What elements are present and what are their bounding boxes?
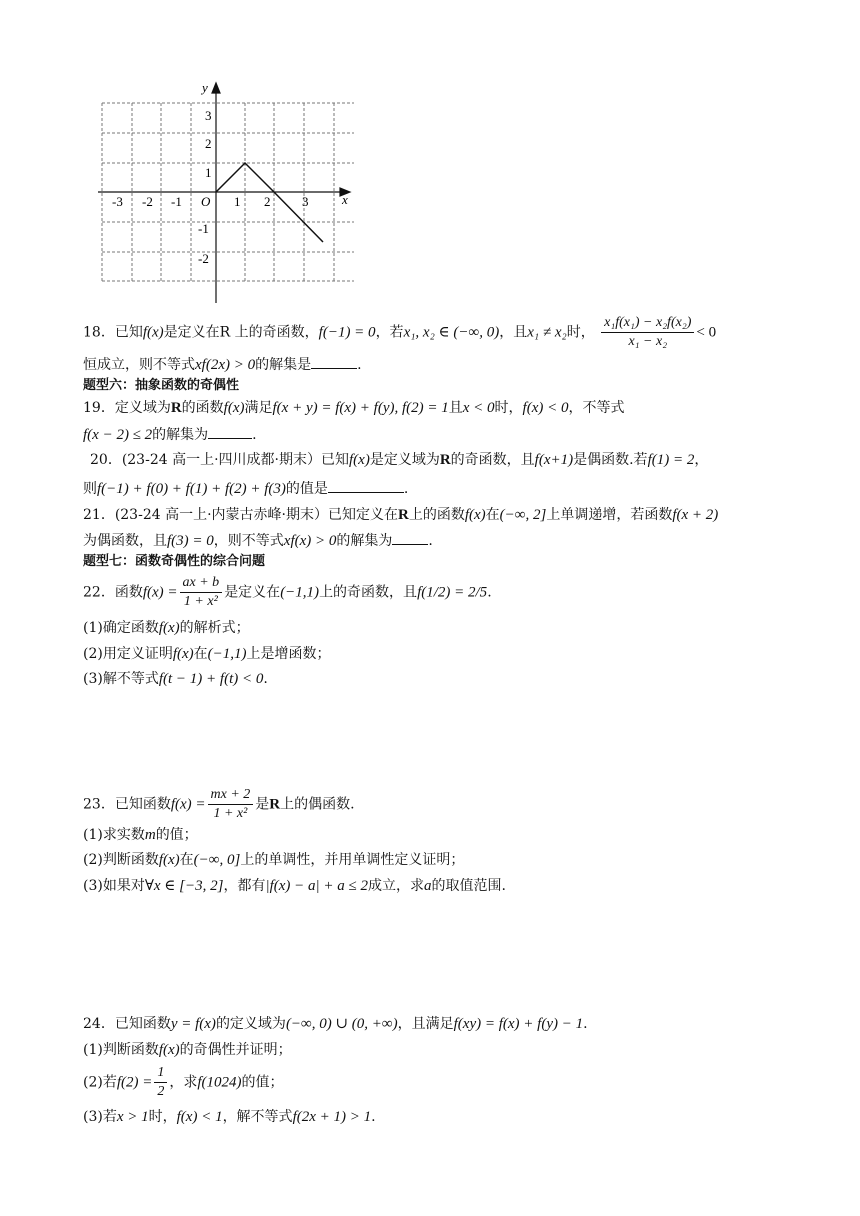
y-tick-label: -1 [198, 221, 209, 236]
section-heading-7: 题型七：函数奇偶性的综合问题 [83, 554, 266, 569]
q22-part1: (1)确定函数f(x)的解析式； [83, 620, 250, 636]
q24-fraction: $\frac{1}{2}$ [154, 1064, 167, 1101]
y-axis-label: y [202, 80, 208, 95]
q22-fraction: $\frac{ax + b}{\text{1 + x²}}$ [180, 574, 223, 611]
origin-label: O [201, 194, 211, 209]
axes [98, 83, 350, 303]
q23-line1: 23．已知函数f(x) = $\frac{mx + 2}{\text{1 + x²}}$ 是R上的偶函数. [83, 787, 355, 821]
q22-line1: 22．函数f(x) = $\frac{ax + b}{\text{1 + x²}}$ 是定义在(−1,1)上的奇函数，且f(1/2) = 2/5. [83, 575, 492, 609]
q24-line1: 24．已知函数y = f(x)的定义域为(−∞, 0) ∪ (0, +∞)，且满足f(xy) = f(x) + f(y) − 1. [83, 1016, 588, 1032]
x-tick-label: 3 [302, 194, 309, 209]
x-tick-label: -3 [112, 194, 123, 209]
q24-part2: (2)若f(2) = $\frac{1}{2}$ ，求f(1024)的值； [83, 1065, 284, 1099]
q18-fraction: $\frac{\text{x₁f(x₁) − x₂f(x₂)}}{\text{x₁ − x₂}}$ [601, 314, 694, 351]
x-tick-label: -2 [142, 194, 153, 209]
q22-part3: (3)解不等式f(t − 1) + f(t) < 0. [83, 671, 268, 687]
q24-part1: (1)判断函数f(x)的奇偶性并证明； [83, 1042, 292, 1058]
q23-part2: (2)判断函数f(x)在(−∞, 0]上的单调性，并用单调性定义证明； [83, 852, 465, 868]
q19-line1: 19．定义域为R的函数f(x)满足f(x + y) = f(x) + f(y), f(2) = 1且x < 0时，f(x) < 0，不等式 [83, 400, 625, 416]
y-tick-label: 3 [205, 108, 212, 123]
q20-line2: 则f(−1) + f(0) + f(1) + f(2) + f(3)的值是 . [83, 478, 408, 499]
x-tick-label: 1 [234, 194, 241, 209]
q24-part3: (3)若x > 1时，f(x) < 1，解不等式f(2x + 1) > 1. [83, 1109, 376, 1125]
q18-line1: 18．已知f(x)是定义在R 上的奇函数，f(−1) = 0，若x₁, x₂ ∈ (−∞, 0)，且x₁ ≠ x₂时， $\frac{\text{x₁f(x₁) − x₂f(x₂)}}{\text{x₁ − x₂}}$ < 0 [83, 315, 717, 349]
function-graph [98, 78, 358, 308]
answer-blank[interactable] [208, 424, 252, 439]
q21-line2: 为偶函数，且f(3) = 0，则不等式xf(x) > 0的解集为 . [83, 530, 433, 551]
x-axis-label: x [342, 192, 348, 207]
answer-blank[interactable] [392, 530, 428, 545]
answer-blank[interactable] [311, 354, 357, 369]
q21-line1: 21．(23-24 高一上·内蒙古赤峰·期末）已知定义在R上的函数f(x)在(−∞, 2]上单调递增，若函数f(x + 2) [83, 507, 719, 523]
q23-part3: (3)如果对∀x ∈ [−3, 2]，都有|f(x) − a| + a ≤ 2成立，求a的取值范围. [83, 878, 506, 894]
section-heading-6: 题型六：抽象函数的奇偶性 [83, 378, 240, 393]
q19-line2: f(x − 2) ≤ 2的解集为 . [83, 424, 257, 445]
q23-fraction: $\frac{mx + 2}{\text{1 + x²}}$ [208, 786, 254, 823]
answer-blank[interactable] [328, 478, 404, 493]
q22-part2: (2)用定义证明f(x)在(−1,1)上是增函数； [83, 646, 331, 662]
y-tick-label: 2 [205, 136, 212, 151]
x-tick-label: -1 [171, 194, 182, 209]
y-tick-label: 1 [205, 165, 212, 180]
q23-part1: (1)求实数m的值； [83, 827, 198, 843]
y-tick-label: -2 [198, 251, 209, 266]
x-tick-label: 2 [264, 194, 271, 209]
q20-line1: 20．(23-24 高一上·四川成都·期末）已知f(x)是定义域为R的奇函数，且f(x+1)是偶函数.若f(1) = 2， [90, 452, 709, 468]
q18-line2: 恒成立，则不等式xf(2x) > 0的解集是 . [83, 354, 362, 375]
